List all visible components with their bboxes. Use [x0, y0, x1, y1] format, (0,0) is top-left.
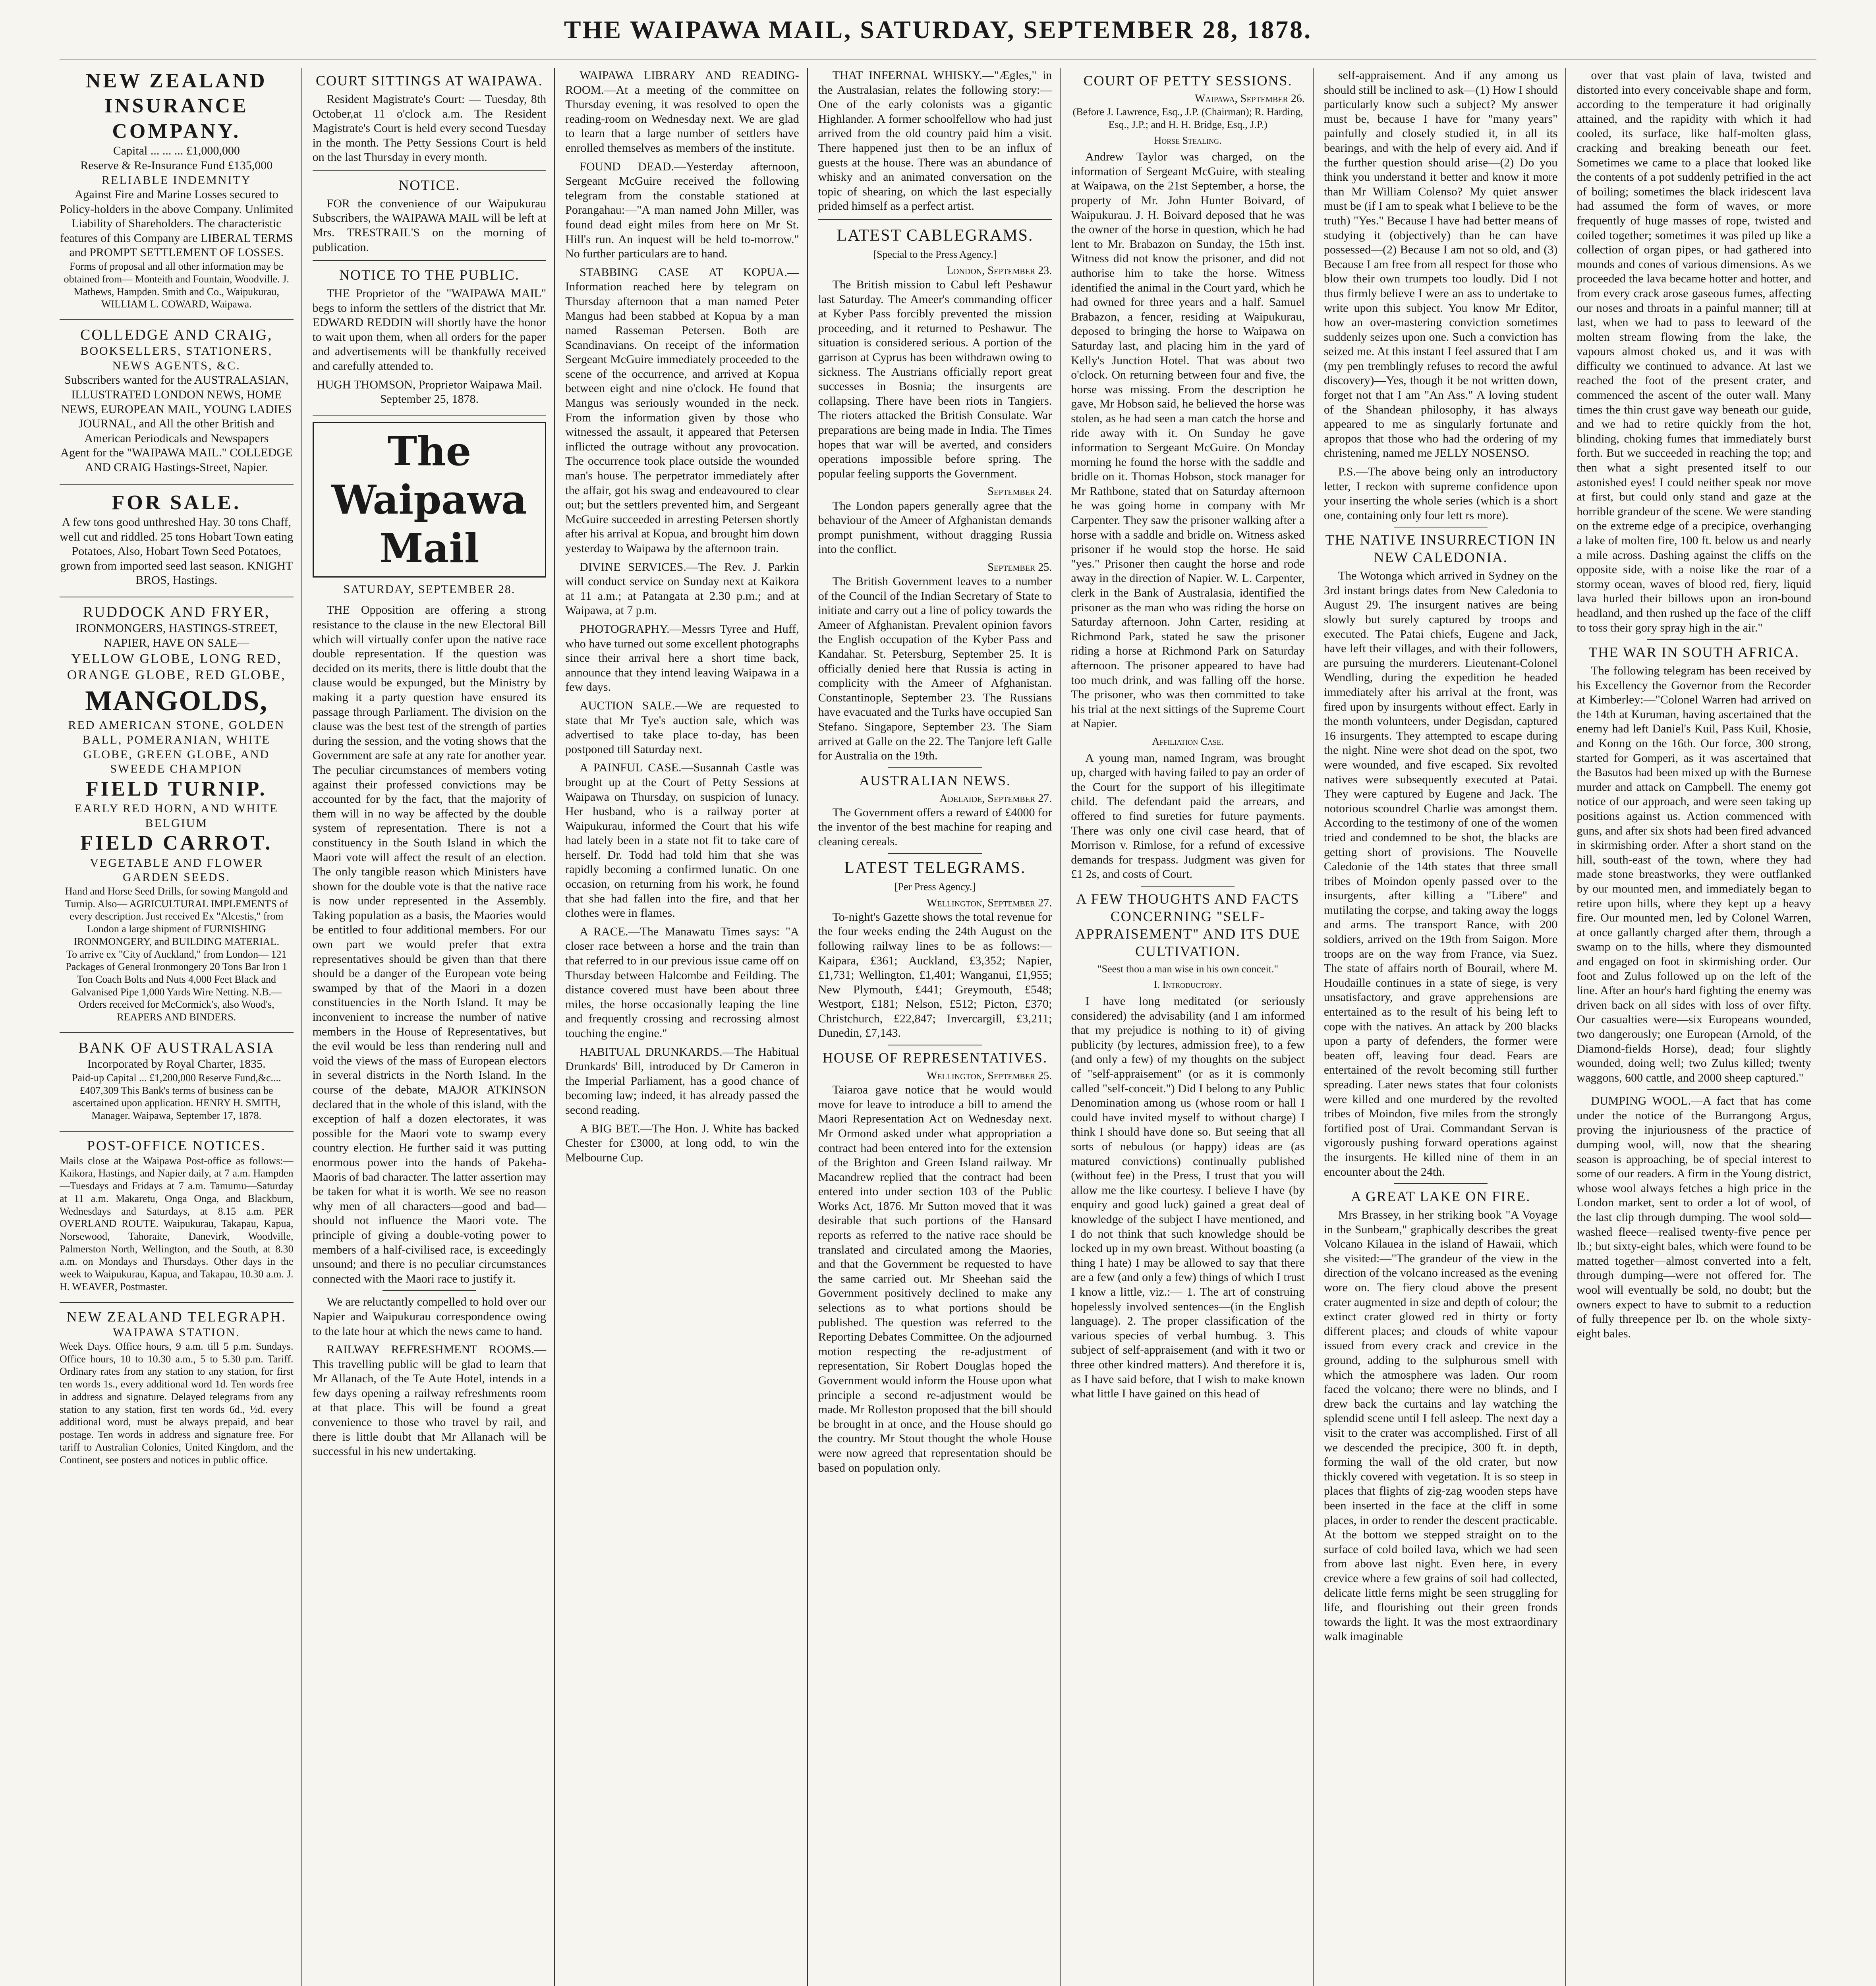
- ad-nz-insurance-forms: Forms of proposal and all other information may be obtained from— Monteith and Fountain, Woodville. J. Mathews, Hampden. Smith and Co., Waipukurau, WILLIAM L. COWARD, Waipawa.: [64, 261, 289, 310]
- thoughts-heading: A FEW THOUGHTS AND FACTS CONCERNING "SELF-APPRAISEMENT" AND ITS DUE CULTIVATION.: [1075, 891, 1301, 959]
- ad-ruddock-title: RUDDOCK AND FRYER,: [83, 604, 270, 621]
- telegrams-body: To-night's Gazette shows the total revenue for the four weeks ending the 24th August on the following railway lines to be as follows:—Kaipara, £361; Auckland, £3,352; Napier, £1,731; Wellington, £1,401; Wanganui, £1,955; New Plymouth, £441; Greymouth, £548; Westport, £181; Nelson, £512; Picton, £370; Christchurch, £22,847; Invercargill, £3,211; Dunedin, £7,143.: [818, 910, 1052, 1040]
- ad-bank: [60, 1039, 294, 1122]
- petty-sessions-dateline: Waipawa, September 26.: [1195, 92, 1305, 105]
- ad-telegraph: [60, 1308, 294, 1466]
- ad-post-office-body: Mails close at the Waipawa Post-office as follows:— Kaikora, Hastings, and Napier daily, at 7 a.m. Hampden—Tuesdays and Fridays at 7 a.m. Tamumu—Saturday at 11 a.m. Makaretu, Onga Onga, and Blackburn, Wednesdays and Saturdays, at 8.15 a.m. PER OVERLAND ROUTE. Waipukurau, Takapau, Kapua, Norsewood, Tahoraite, Danevirk, Woodville, Palmerston North, Wellington, and the South, at 8.30 a.m. on Mondays and Thursdays. Other days in the week to Waipukurau, Kapua, and Takapau, 10.30 a.m. J. H. WEAVER, Postmaster.: [60, 1155, 294, 1292]
- cablegrams-subheading: [Special to the Press Agency.]: [873, 249, 997, 261]
- thoughts-body: I have long meditated (or seriously considered) the advisability (and I am informed that my prejudice is nothing to it) of giving publicity (by lectures, admission free), to a few (and only a few) of my thoughts on the subject of "self-appraisement" (or as it is commonly called "self-conceit.") Did I belong to any Public Denomination among us (whose room or hall I could have invited myself to without charge) I think I should have done so. But seeing that all sorts of nebulous (or happy) ideas are (as matured convictions) continually published (without fee) in the Press, I trust that you will allow me the like courtesy. I believe I have (by enquiry and good luck) gained a great deal of knowledge of the subject I have mentioned, and I do not think that such knowledge should be locked up in my own breast. Without boasting (a thing I hate) I may be allowed to say that there are a few (and only a few) things of which I trust I know a little, viz.:— 1. The art of construing hopelessly involved sentences—(in the English language). 2. The proper classification of the various species of verbal humbug. 3. This subject of self-appraisement (and with it two or three other kindred matters). And therefore it is, as I have said before, that I wish to make known what little I have gained on this head of: [1071, 995, 1305, 1401]
- ad-telegraph-title: NEW ZEALAND TELEGRAPH.: [66, 1308, 287, 1325]
- ad-nz-insurance-reliable: RELIABLE INDEMNITY: [102, 173, 251, 187]
- cablegrams-heading: LATEST CABLEGRAMS.: [837, 226, 1034, 245]
- masthead-rule: [60, 60, 1816, 61]
- australian-news-body: The Government offers a reward of £4000 for the inventor of the best machine for reaping and cleaning cereals.: [818, 806, 1052, 848]
- ad-bank-title: BANK OF AUSTRALASIA: [78, 1039, 275, 1056]
- ad-colledge-title: COLLEDGE AND CRAIG,: [80, 326, 273, 343]
- nameplate-date: SATURDAY, SEPTEMBER 28.: [343, 582, 516, 596]
- ad-nz-insurance-title: NEW ZEALAND INSURANCE COMPANY.: [86, 70, 267, 143]
- library-item: WAIPAWA LIBRARY AND READING-ROOM.—At a meeting of the committee on Thursday evening, it was resolved to open the reading-room on Wednesday next. We are glad to learn that a large number of settlers have enrolled themselves as members of the institute.: [565, 69, 799, 155]
- australian-news-dateline: Adelaide, September 27.: [939, 792, 1052, 805]
- petty-sessions-heading: COURT OF PETTY SESSIONS.: [1083, 73, 1293, 89]
- public-notice-heading: NOTICE TO THE PUBLIC.: [339, 267, 520, 283]
- ad-ruddock-field-carrot: FIELD CARROT.: [80, 832, 273, 855]
- house-heading: HOUSE OF REPRESENTATIVES.: [822, 1050, 1048, 1066]
- war-body: The following telegram has been received by his Excellency the Governor from the Recorder at Kimberley:—"Colonel Warren had arrived on the 14th at Kuruman, having ascertained that the enemy had left Daniel's Kuil, Pass Kuil, Khosie, and Konng on the 16th. Our force, 300 strong, started for Gomperi, as it was ascertained that the Basutos had been mixed up with the Burnese murder and attack on Campbell. The enemy got notice of our approach, and were seen taking up positions against us. Action commenced with guns, and after six shots had been fired advanced in skirmishing order. After a short stand on the hill, south-east of the town, where they had made stone breastworks, they were outflanked by our mounted men, and immediately began to retire upon hills, where they kept up a heavy fire. Our mounted men, led by Colonel Warren, at once gallantly charged after them, through a swamp on to the hills, where they dismounted and engaged on foot in skirmishing order. Our foot and Zulus followed up on the left of the line. After an hour's hard fighting the enemy was driven back on all sides with loss of over fifty. Our casualties were—six Europeans wounded, two dangerously; one European (Arnold, of the Diamond-fields Horse), dead; four slightly wounded, doing well; two Zulus killed; twenty waggons, 600 cattle, and 2000 sheep captured.": [1577, 664, 1811, 1084]
- horse-stealing-heading: Horse Stealing.: [1154, 134, 1222, 146]
- court-sittings-body: Resident Magistrate's Court: — Tuesday, 8th October,at 11 o'clock a.m. The Resident Magistrate's Court is held every second Tuesday in the month. The Petty Sessions Court is held on the last Thursday in every month.: [312, 92, 547, 164]
- cablegrams-dateline-3: September 25.: [987, 561, 1052, 574]
- native-insurrection-body: The Wotonga which arrived in Sydney on the 3rd instant brings dates from New Caledonia to August 29. The insurgent natives are being slowly but surely captured by troops and executed. The Patai chiefs, Eugene and Jack, have left their villages, and with their followers, are pursuing the murderers. Lieutenant-Colonel Wendling, during the expedition he headed immediately after his arrival at the front, was fired upon by insurgents without effect. Early in the month volunteers, under Degisdan, captured 16 insurgents. They attempted to escape during the night. Nine were shot dead on the spot, two were wounded, and five escaped. Six revolted natives were subsequently executed at Patai. They were captured by Eugene and Jack. The notorious scoundrel Charlie was amongst them. According to the testimony of one of the women tried and condemned to be shot, the blacks are getting short of provisions. The Nouvelle Caledonie of the 14th states that three small tribes of Moindon openly passed over to the insurgents, after killing a "Libere" and mutilating the corpse, and taking away the loggs and arms. The transport Rance, with 200 soldiers, arrived on the 19th from Saigon. More troops are on the way from France, via Suez. The state of affairs north of Bourail, where M. Houdaille continues in a state of siege, is very unsatisfactory, and grave apprehensions are entertained as to the result of his being left to cope with the natives. An attack by 200 blacks upon a party of defenders, the former were beaten off, leaving four dead. Fears are entertained of the revolt becoming still further spreading. Later news states that four colonists were killed and one murdered by the revolted tribes of Moindon, five miles from the strongly fortified post of Urai. Commandant Servan is vigorously pushing forward operations against the insurgents. He killed nine of them in an encounter about the 24th.: [1323, 569, 1558, 1178]
- lake-on-fire-heading: A GREAT LAKE ON FIRE.: [1350, 1188, 1531, 1205]
- thoughts-subheading: I. Introductory.: [1153, 979, 1222, 991]
- divider: [313, 415, 547, 416]
- telegrams-heading: LATEST TELEGRAMS.: [844, 858, 1026, 877]
- letter-continued: self-appraisement. And if any among us should still be inclined to ask—(1) How I should particularly know such a subject? My answer must be, because I have for "many years" painfully and closely studied it, in all its bearings, and with the help of every aid. And if the further question should arise—(2) Do you think you understand it better and know it more than Mr William Colenso? My quiet answer must be (if I am to speak what I believe to be the truth) "Yes." Because I have had better means of studying it (objectively) than he can have possessed—(2) Because I am not so old, and (3) Because I am free from all respect for those who blow their own trumpets too loudly. Did I not thus firmly believe I were an ass to undertake to write upon this subject. You know Mr Editor, how an over-mastering conviction sometimes suddenly seizes upon one. Such a conviction has seized me. At this instant I feel assured that I am (my pen tremblingly refuses to record the awful discovery)—Yes, though it be not written down, forget not that I am "An Ass." A loving student of the Shandean philosophy, it has always appeared to me as singularly fortunate and apropos that those who had the ordering of my christening, named me JELLY NOSENSO.: [1323, 69, 1558, 460]
- ad-nz-insurance-body: Against Fire and Marine Losses secured to Policy-holders in the above Company. Unlimited Liability of Shareholders. The characteristic features of this Company are LIBERAL TERMS and PROMPT SETTLEMENT OF LOSSES.: [60, 188, 294, 259]
- divider: [60, 1131, 294, 1132]
- war-heading: THE WAR IN SOUTH AFRICA.: [1588, 644, 1799, 661]
- ad-for-sale: [60, 490, 294, 588]
- divider: [60, 484, 294, 485]
- masthead: [0, 0, 1876, 60]
- court-sittings-heading: COURT SITTINGS AT WAIPAWA.: [316, 73, 543, 89]
- ad-ruddock-items-5: Hand and Horse Seed Drills, for sowing Mangold and Turnip. Also— AGRICULTURAL IMPLEMENTS of every description. Just received Ex "Alcestis," from London a large shipment of FURNISHING IRONMONGERY, and BUILDING MATERIAL.: [65, 885, 288, 947]
- ad-post-office-title: POST-OFFICE NOTICES.: [87, 1137, 266, 1153]
- notice-heading: NOTICE.: [398, 177, 460, 193]
- column-3: [565, 68, 808, 1986]
- ad-for-sale-body: A few tons good unthreshed Hay. 30 tons Chaff, well cut and riddled. 25 tons Hobart Town eating Potatoes, Also, Hobart Town Seed Potatoes, grown from imported seed last season. KNIGHT BROS, Hastings.: [60, 516, 294, 587]
- column-7: [1577, 68, 1819, 1986]
- ad-nz-insurance-capital: Capital ... ... ... £1,000,000: [113, 144, 240, 158]
- masthead-title: THE WAIPAWA MAIL, SATURDAY, SEPTEMBER 28, 1878.: [564, 15, 1312, 44]
- ad-telegraph-sub: WAIPAWA STATION.: [113, 1326, 240, 1339]
- divider: [818, 219, 1052, 220]
- ad-ruddock-items-6: To arrive ex "City of Auckland," from London— 121 Packages of General Ironmongery 20 Tons Bar Iron 1 Ton Coach Bolts and Nuts 4,000 Feet Black and Galvanised Pipe 1,000 Yards Wire Netting. N.B.—Orders received for McCormick's, also Wood's, REAPERS AND BINDERS.: [66, 948, 288, 1023]
- divider: [1647, 1089, 1741, 1090]
- ad-ruddock-mangolds: MANGOLDS,: [85, 684, 268, 717]
- ad-ruddock-field-turnip: FIELD TURNIP.: [86, 777, 267, 800]
- column-2: [313, 68, 555, 1986]
- divider: [888, 853, 981, 854]
- railway-refreshment-item: RAILWAY REFRESHMENT ROOMS.—This travelling public will be glad to learn that Mr Allanach, of the Te Aute Hotel, intends in a few days opening a railway refreshments room at that place. This will be found a great convenience to those who travel by rail, and there is little doubt that Mr Allanach will be successful in his new undertaking.: [312, 1343, 547, 1458]
- divider: [60, 1302, 294, 1303]
- ad-post-office: [60, 1137, 294, 1293]
- column-1: [60, 68, 302, 1986]
- ad-ruddock: [60, 603, 294, 1024]
- column-6: [1324, 68, 1567, 1986]
- lake-on-fire-body: Mrs Brassey, in her striking book "A Voyage in the Sunbeam," graphically describes the great Volcano Kilauea in the island of Hawaii, which she visited:—"The grandeur of the view in the direction of the volcano increased as the evening wore on. The fiery cloud above the present crater augmented in size and depth of colour; the extinct crater glowed red in thirty or forty different places; and clouds of white vapour issued from every crack and crevice in the ground, adding to the sulphurous smell with which the atmosphere was laden. Our room faced the volcano; there were no blinds, and I drew back the curtains and lay watching the splendid scene until I fell asleep. The next day a visit to the crater was accomplished. First of all we descended the precipice, 300 ft. in depth, forming the wall of the old crater, but now thickly covered with vegetation. It is so steep in places that flights of zig-zag wooden steps have been inserted in the face at the cliff in some places, in order to render the descent practicable. At the bottom we stepped straight on to the surface of cold boiled lava, which we had seen from above last night. Even here, in every crevice where a few grains of soil had collected, delicate little ferns might be seen struggling for life, and flourishing out their green fronds towards the light. It was the most extraordinary walk imaginable: [1323, 1208, 1558, 1643]
- petty-sessions-body: Andrew Taylor was charged, on the information of Sergeant McGuire, with stealing at Waipawa, on the 21st September, a horse, the property of Mr. John Hunter Boivard, of Waipukurau. J. H. Boivard deposed that he was the owner of the horse in question, which he had lent to Mr. Brabazon on Sunday, the 15th inst. Witness did not know the prisoner, and did not authorise him to take the horse. Witness identified the animal in the Court yard, which he had owned for three years and a half. Samuel Brabazon, a fencer, residing at Waipukurau, deposed to bringing the horse to Waipawa on Saturday last, and placing him in the yard of Kelly's Junction Hotel. That was about two o'clock. On returning between four and five, the horse was missing. From the description he gave, Mr Hobson said, he believed the horse was stolen, as he had seen a man catch the horse and ride away with it. On Sunday he gave information to Sergeant McGuire. On Monday morning he found the horse with the saddle and bridle on it. Thomas Hobson, stock manager for Mr Rathbone, stated that on Saturday afternoon he was going home in company with Mr Carpenter. They saw the prisoner walking after a horse with a saddle and bridle on. Witness asked prisoner if he would stop the horse. He said "yes." Prisoner then caught the horse and rode away in the direction of Napier. W. L. Carpenter, clerk in the Bank of Australasia, identified the prisoner as the man who was riding the horse on Saturday afternoon. John Carter, residing at Richmond Park, stated he saw the prisoner riding a horse at Richmond Park on Saturday afternoon. The prisoner appeared to have had too much drink, and was falling off the horse. The prisoner, who was then committed to take his trial at the next sittings of the Supreme Court at Napier.: [1071, 150, 1305, 730]
- divider: [888, 767, 981, 768]
- divider: [1394, 1183, 1487, 1184]
- ad-nz-insurance-reserve: Reserve & Re-Insurance Fund £135,000: [80, 158, 273, 172]
- ad-colledge-agent: Agent for the "WAIPAWA MAIL." COLLEDGE AND CRAIG Hastings-Street, Napier.: [60, 446, 293, 474]
- ad-ruddock-items-2: RED AMERICAN STONE, GOLDEN BALL, POMERANIAN, WHITE GLOBE, GREEN GLOBE, AND SWEEDE CHAMPION: [68, 719, 285, 776]
- divider: [1647, 639, 1741, 640]
- ad-colledge: [60, 326, 294, 475]
- dumping-wool-item: DUMPING WOOL.—A fact that has come under the notice of the Burrangong Argus, proving the injuriousness of the practice of dumping wool, will, now that the shearing season is approaching, be of special interest to some of our readers. A firm in the Young district, whose wool always fetches a high price in the London market, sent to order a lot of wool, of the last clip through dumping. The wool sold—washed fleece—realised twenty-five pence per lb.; but sixty-eight bales, which were found to be matted together—almost converted into a felt, through dumping—were not offered for. The wool will eventually be sold, no doubt; but the owners expect to have to submit to a reduction of fully threepence per lb. on the whole sixty-eight bales.: [1577, 1094, 1811, 1340]
- australian-news-heading: AUSTRALIAN NEWS.: [859, 772, 1011, 788]
- column-5: [1071, 68, 1314, 1986]
- newspaper-page: [60, 68, 1819, 1986]
- painful-case-item: A PAINFUL CASE.—Susannah Castle was brought up at the Court of Petty Sessions at Waipawa on Thursday, on suspicion of lunacy. Her husband, who is a railway porter at Waipukurau, informed the Court that his wife had lately been in a state not fit to take care of herself. Dr. Todd had told him that she was rapidly becoming a confirmed lunatic. On one occasion, on returning from his work, he found that she had fallen into the fire, and that her clothes were in flames.: [565, 761, 799, 920]
- house-dateline: Wellington, September 25.: [926, 1069, 1052, 1082]
- ad-bank-sub: Incorporated by Royal Charter, 1835.: [87, 1057, 266, 1071]
- ad-for-sale-title: FOR SALE.: [112, 491, 242, 514]
- whisky-item: THAT INFERNAL WHISKY.—"Ægles," in the Australasian, relates the following story:—One of the early colonists was a gigantic Highlander. A former schoolfellow who had just arrived from the old country paid him a visit. There happened just then to be an influx of guests at the house. There was an abundance of whisky and an animated conversation on the topic of shearing, on which the last especially prided himself as a perfect artist.: [818, 69, 1052, 213]
- petty-sessions-bench: (Before J. Lawrence, Esq., J.P. (Chairman); R. Harding, Esq., J.P.; and H. H. Bridge, Esq., J.P.): [1072, 106, 1303, 130]
- telegrams-dateline: Wellington, September 27.: [926, 896, 1052, 909]
- auction-item: AUCTION SALE.—We are requested to state that Mr Tye's auction sale, which was advertised to take place to-day, has been postponed till Saturday next.: [565, 699, 799, 756]
- divider: [383, 1290, 476, 1291]
- ad-ruddock-items-4: VEGETABLE AND FLOWER GARDEN SEEDS.: [90, 856, 263, 884]
- thoughts-quote: "Seest thou a man wise in his own conceit.": [1097, 963, 1279, 975]
- big-bet-item: A BIG BET.—The Hon. J. White has backed Chester for £3000, at long odd, to win the Melbourne Cup.: [565, 1122, 799, 1164]
- divider: [313, 260, 547, 261]
- ad-colledge-body: Subscribers wanted for the AUSTRALASIAN, ILLUSTRATED LONDON NEWS, HOME NEWS, EUROPEAN MAIL, YOUNG LADIES JOURNAL, and All the other British and American Periodicals and Newspapers: [61, 373, 292, 445]
- public-notice-signature: HUGH THOMSON, Proprietor Waipawa Mail. September 25, 1878.: [316, 378, 542, 406]
- cablegrams-body-1: The British mission to Cabul left Peshawur last Saturday. The Ameer's commanding officer at Kyber Pass forcibly prevented the mission proceeding, and it returned to Peshawur. The situation is considered serious. A portion of the garrison at Cyprus has been withdrawn owing to sickness. The Austrians officially report great successes in Bosnia; the insurgents are collapsing. There have been riots in Tangiers. The rioters attacked the British Consulate. War preparations are being made in India. The Times hopes that war will be averted, and considers operations impossible before spring. The popular feeling supports the Government.: [818, 278, 1052, 480]
- editorial-article: THE Opposition are offering a strong resistance to the clause in the new Electoral Bill which will virtually confer upon the native race double representation. If the question was decided on its merits, there is little doubt that the clause would be expunged, but the Ministry by making it a party question have ensured its passage through Parliament. The division on the clause was the best test of the strength of parties during the session, and the voting shows that the Government are safe at any rate for another year. The peculiar circumstances of members voting against their professed convictions may be accounted for by the fact, that the majority of them will in no way be affected by the double system of representation. There is not a constituency in the South Island in which the Maori vote will affect the result of an election. The only tangible reason which Ministers have shown for the double vote is that the native race is now under represented in the Assembly. Taking population as a basis, the Maories would be entitled to four additional members. For our own part we would prefer that extra representatives should be given than that there should be a danger of the European vote being swamped by that of the Maori in a dozen constituencies in the North Island. It may be inconvenient to increase the number of native members in the House of Representatives, but the evil would be less than rendering null and void the views of the mass of European electors in several districts in the North Island. In the course of the debate, MAJOR ATKINSON declared that in the whole of this island, with the exception of half a dozen electorates, it was possible for the Maori vote to swamp every country election. He further said it was putting enormous power into the hands of Pakeha-Maoris of bad character. The latter assertion may be taken for what it is worth. We see no reason why men of all characters—good and bad—should not influence the Maori vote. The principle of giving a double-voting power to members of a half-civilised race, is exceedingly unsound; and there is no peculiar circumstances connected with the Maori race to justify it.: [312, 603, 547, 1285]
- telegrams-subheading: [Per Press Agency.]: [894, 881, 976, 893]
- cablegrams-dateline-1: London, September 23.: [946, 264, 1052, 277]
- cablegrams-body-3: The British Government leaves to a number of the Council of the Indian Secretary of State to initiate and carry out a line of policy towards the Ameer of Afghanistan. Prevalent opinion favors the English occupation of the Kyber Pass and Kandahar. St. Petersburg, September 25. It is officially denied here that Russia is acting in complicity with the Ameer of Afghanistan. Constantinople, September 23. The Russians have evacuated and the Turks have occupied San Stefano. Singapore, September 23. The Siam arrived at Galle on the 22. The Tanjore left Galle for Australia on the 19th.: [818, 575, 1052, 763]
- house-body: Taiaroa gave notice that he would would move for leave to introduce a bill to amend the Maori Representation Act on Wednesday next. Mr Ormond asked under what appropriation a contract had been entered into for the extension of the Brighton and Green Island railway. Mr Macandrew replied that the contract had been entered into under section 103 of the Public Works Act, 1876. Mr Sutton moved that it was desirable that such portions of the Hansard reports as referred to the native race should be translated and circulated among the Maories, and that the Government be requested to have the same carried out. Mr Sheehan said the Government positively declined to make any selections as to what portions should be published. The question was referred to the Reporting Debates Committee. On the adjourned motion respecting the re-adjustment of representation, Sir Robert Douglas hoped the Government would inform the House upon what principle a second re-adjustment would be made. Mr Rolleston proposed that the bill should be brought in at once, and the House should go the country. Mr Stout thought the whole House were now agreed that representation should be based on population only.: [818, 1083, 1052, 1474]
- affiliation-body: A young man, named Ingram, was brought up, charged with having failed to pay an order of the Court for the support of his illegitimate child. The defendant paid the arrears, and offered to find sureties for future payments. There was only one civil case heard, that of Morrison v. Rimlose, for a refund of excessive demands for trespass. Judgment was given for £1 2s, and costs of Court.: [1071, 751, 1305, 881]
- stabbing-item: STABBING CASE AT KOPUA.—Information reached here by telegram on Thursday afternoon that a man named Peter Mangus had been stabbed at Kopua by a man named Rasseman Petersen. Both are Scandinavians. On receipt of the information Sergeant McGuire immediately proceeded to the scene of the occurrence, and arrived at Kopua between eight and nine o'clock. He found that Mangus was seriously wounded in the neck. From the information given by those who witnessed the assault, it appeared that Petersen inflicted the outrage without any provocation. The occurrence took place outside the wounded man's house. The perpetrator immediately after the affair, got his swag and endeavoured to clear out; but the settlers prevented him, and Sergeant McGuire succeeded in arresting Petersen shortly after his arrival at Kopua, and brought him down yesterday to Waipawa by the afternoon train.: [565, 265, 799, 555]
- letter-postscript: P.S.—The above being only an introductory letter, I reckon with supreme confidence upon your inserting the whole series (which is a short one, containing only four lett rs more).: [1323, 465, 1558, 522]
- notice-body: FOR the convenience of our Waipukurau Subscribers, the WAIPAWA MAIL will be left at Mrs. TRESTRAIL'S on the morning of publication.: [312, 197, 547, 254]
- ad-bank-body: Paid-up Capital ... £1,200,000 Reserve Fund,&c.... £407,309 This Bank's terms of business can be ascertained upon application. HENRY H. SMITH, Manager. Waipawa, September 17, 1878.: [72, 1072, 281, 1121]
- divider: [60, 319, 294, 320]
- ad-ruddock-items-3: EARLY RED HORN, AND WHITE BELGIUM: [74, 802, 278, 830]
- divider: [1141, 886, 1235, 887]
- ad-telegraph-body: Week Days. Office hours, 9 a.m. till 5 p.m. Sundays. Office hours, 10 to 10.30 a.m., 5 to 5.30 p.m. Tariff. Ordinary rates from any station to any station, for first ten words 1s., every additional word 1d. Ten words free in address and signature. Delayed telegrams from any station to any station, first ten words 6d., ½d. every additional word, must be always prepaid, and bear postage. Ten words in address and signature free. For tariff to Australian Colonies, United Kingdom, and the Continent, see posters and notices in public office.: [60, 1341, 294, 1466]
- ad-ruddock-sub: IRONMONGERS, HASTINGS-STREET, NAPIER, HAVE ON SALE—: [75, 622, 278, 649]
- newspaper-nameplate: The Waipawa Mail: [313, 422, 547, 578]
- public-notice-body: THE Proprietor of the "WAIPAWA MAIL" begs to inform the settlers of the district that Mr. EDWARD REDDIN will shortly have the honor to wait upon them, when all orders for the paper and advertisements will be thankfully received and carefully attended to.: [312, 287, 547, 373]
- habitual-drunkards-item: HABITUAL DRUNKARDS.—The Habitual Drunkards' Bill, introduced by Dr Cameron in the Imperial Parliament, has a good chance of becoming law; indeed, it has already passed the second reading.: [565, 1045, 799, 1117]
- divider: [60, 1032, 294, 1033]
- cablegrams-body-2: The London papers generally agree that the behaviour of the Ameer of Afghanistan demands prompt punishment, without dragging Russia into the conflict.: [818, 499, 1052, 556]
- found-dead-item: FOUND DEAD.—Yesterday afternoon, Sergeant McGuire received the following telegram from the constable stationed at Porangahau:—"A man named John Miller, was found dead eight miles from here on Mr St. Hill's run. An inquest will be held to-morrow." No further particulars are to hand.: [565, 160, 799, 261]
- photography-item: PHOTOGRAPHY.—Messrs Tyree and Huff, who have turned out some excellent photographs since their arrival here a short time back, announce that they intend leaving Waipawa in a few days.: [565, 622, 799, 694]
- lake-on-fire-continued: over that vast plain of lava, twisted and distorted into every conceivable shape and form, according to the temperature it had originally attained, and the rapidity with which it had cooled, its surface, like half-molten glass, cracking and breaking beneath our feet. Sometimes we came to a place that looked like the contents of a pot suddenly petrified in the act of boiling; sometimes the black iridescent lava had assumed the form of waves, or more frequently of huge masses of rope, twisted and coiled together; sometimes it was piled up like a collection of organ pipes, or had gathered into mounds and cones of various dimensions. As we proceeded the lava became hotter and hotter, and from every crack arose gaseous fumes, affecting our noses and throats in a painful manner; till at last, when we had to pass to leeward of the molten stream flowing from the lake, the vapours almost choked us, and it was with difficulty we continued to advance. At last we reached the foot of the present crater, and commenced the ascent of the outer wall. Many times the thin crust gave way beneath our guide, and we had to retire quickly from the hot, blinding, choking fumes that immediately burst forth. But we succeeded in reaching the top; and then what a sight presented itself to our astonished eyes! I could neither speak nor move at first, but could only stand and gaze at the horrible grandeur of the scene. We were standing on the extreme edge of a precipice, overhanging a lake of molten fire, 100 ft. below us and nearly a mile across. Dashing against the cliffs on the opposite side, with a noise like the roar of a stormy ocean, waves of blood red, fiery, liquid lava hurled their billows upon an iron-bound headland, and then rushed up the face of the cliff to toss their gory spray high in the air.": [1577, 69, 1811, 634]
- ad-colledge-sub: BOOKSELLERS, STATIONERS, NEWS AGENTS, &C.: [80, 344, 273, 372]
- divine-services-item: DIVINE SERVICES.—The Rev. J. Parkin will conduct service on Sunday next at Kaikora at 11 a.m.; at Patangata at 2.30 p.m.; and at Waipawa, at 7 p.m.: [565, 560, 799, 617]
- native-insurrection-heading: THE NATIVE INSURRECTION IN NEW CALEDONIA.: [1325, 532, 1556, 566]
- ad-nz-insurance: [60, 68, 294, 311]
- ad-ruddock-items: YELLOW GLOBE, LONG RED, ORANGE GLOBE, RED GLOBE,: [67, 651, 286, 683]
- race-item: A RACE.—The Manawatu Times says: "A closer race between a horse and the train than that referred to in our previous issue came off on Thursday between Halcombe and Feilding. The distance covered must have been about three miles, the horse occasionally leaping the line and frequently crossing and recrossing almost touching the engine.": [565, 925, 799, 1040]
- divider: [313, 170, 547, 171]
- affiliation-heading: Affiliation Case.: [1152, 735, 1224, 747]
- editorial-note: We are reluctantly compelled to hold over our Napier and Waipukurau correspondence owing to the late hour at which the news came to hand.: [312, 1295, 547, 1338]
- column-4: [818, 68, 1061, 1986]
- cablegrams-dateline-2: September 24.: [987, 485, 1052, 498]
